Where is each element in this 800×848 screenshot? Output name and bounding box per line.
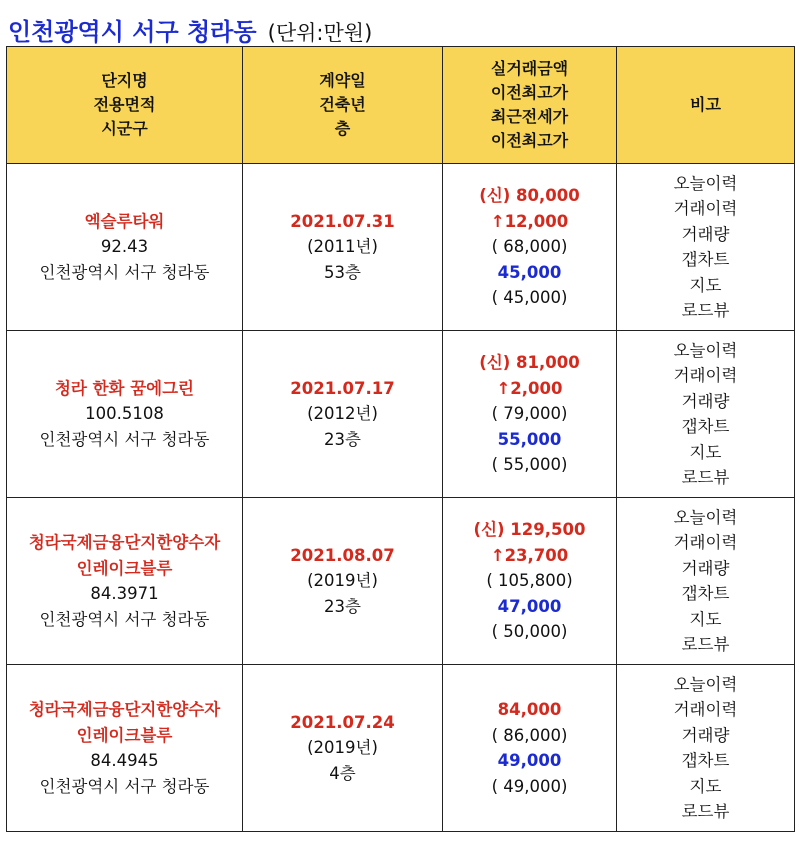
header-line: 계약일 [319,71,366,90]
exclusive-area: 92.43 [100,237,149,257]
contract-date: 2021.07.24 [290,712,395,732]
trade-volume-link[interactable]: 거래량 [681,558,730,578]
column-header-contract [243,47,443,164]
header-line: 이전최고가 [490,83,569,102]
notes-cell [617,164,795,331]
roadview-link[interactable]: 로드뷰 [681,802,730,821]
jeonse-price: 45,000 [497,262,562,282]
complex-name[interactable]: 엑슬루타워 [84,211,165,231]
price-change: ↑23,700 [490,545,569,565]
price-cell [443,498,617,665]
contract-cell [243,498,443,665]
today-history-link[interactable]: 오늘이력 [673,340,738,360]
jeonse-previous-high: ( 55,000) [491,455,568,475]
today-history-link[interactable]: 오늘이력 [673,674,738,694]
contract-cell [243,164,443,331]
built-year: (2012년) [307,404,378,424]
table-header-row [7,47,795,164]
table-row [7,331,795,498]
complex-cell [7,331,243,498]
trade-history-link[interactable]: 거래이력 [673,366,738,385]
notes-cell [617,665,795,832]
gap-chart-link[interactable]: 갭차트 [681,751,730,770]
header-line: 시군구 [101,119,148,138]
trade-history-link[interactable]: 거래이력 [673,533,738,552]
roadview-link[interactable]: 로드뷰 [681,635,730,654]
table-row [7,164,795,331]
header-line: 비고 [690,95,721,114]
built-year: (2019년) [307,738,378,758]
price-change: ↑2,000 [496,378,563,398]
exclusive-area: 100.5108 [85,404,164,424]
column-header-complex [7,47,243,164]
jeonse-price: 47,000 [497,596,562,616]
trade-price: (신) 80,000 [479,186,580,206]
complex-name[interactable]: 청라국제금융단지한양수자 [28,700,221,719]
contract-cell [243,331,443,498]
table-row [7,498,795,665]
complex-name[interactable]: 청라 한화 꿈에그린 [54,378,194,398]
trade-price: (신) 81,000 [479,353,580,373]
contract-date: 2021.08.07 [290,545,395,565]
trade-history-link[interactable]: 거래이력 [673,700,738,719]
roadview-link[interactable]: 로드뷰 [681,301,730,320]
complex-name-continued[interactable]: 인레이크블루 [76,725,173,745]
price-cell [443,164,617,331]
exclusive-area: 84.3971 [90,584,159,603]
complex-cell [7,665,243,832]
complex-cell [7,164,243,331]
header-line: 최근전세가 [490,107,569,126]
complex-name[interactable]: 청라국제금융단지한양수자 [28,533,221,552]
map-link[interactable]: 지도 [689,776,722,796]
price-change: ↑12,000 [490,211,569,231]
gap-chart-link[interactable]: 갭차트 [681,584,730,603]
map-link[interactable]: 지도 [689,442,722,462]
header-line: 전용면적 [93,95,156,114]
notes-cell [617,331,795,498]
transaction-table [6,46,795,832]
floor: 23층 [324,596,361,616]
jeonse-price: 49,000 [497,751,562,770]
page-title: 인천광역시 서구 청라동 [8,18,257,46]
previous-high-price: ( 68,000) [491,237,568,257]
today-history-link[interactable]: 오늘이력 [673,507,738,527]
trade-price: (신) 129,500 [473,520,586,540]
floor: 23층 [324,429,361,449]
complex-name-continued[interactable]: 인레이크블루 [76,558,173,578]
jeonse-previous-high: ( 45,000) [491,288,568,308]
trade-volume-link[interactable]: 거래량 [681,725,730,745]
previous-high-price: ( 79,000) [491,404,568,424]
today-history-link[interactable]: 오늘이력 [673,173,738,193]
map-link[interactable]: 지도 [689,275,722,295]
gap-chart-link[interactable]: 갭차트 [681,250,730,269]
jeonse-previous-high: ( 49,000) [491,776,568,796]
column-header-price [443,47,617,164]
price-cell [443,665,617,832]
contract-cell [243,665,443,832]
region: 인천광역시 서구 청라동 [39,429,210,449]
notes-cell [617,498,795,665]
header-line: 실거래금액 [490,59,569,78]
map-link[interactable]: 지도 [689,609,722,629]
page-header [8,12,372,47]
region: 인천광역시 서구 청라동 [39,609,210,629]
built-year: (2011년) [307,237,378,257]
region: 인천광역시 서구 청라동 [39,262,210,282]
contract-date: 2021.07.17 [290,378,395,398]
header-line: 건축년 [319,95,366,114]
region: 인천광역시 서구 청라동 [39,776,210,796]
jeonse-previous-high: ( 50,000) [491,622,568,642]
complex-cell [7,498,243,665]
header-line: 단지명 [101,71,148,90]
gap-chart-link[interactable]: 갭차트 [681,417,730,436]
previous-high-price: ( 86,000) [491,725,568,745]
column-header-notes [617,47,795,164]
header-line: 층 [334,119,351,138]
floor: 53층 [324,262,361,282]
price-cell [443,331,617,498]
exclusive-area: 84.4945 [90,751,159,770]
header-line: 이전최고가 [490,131,569,150]
trade-price: 84,000 [497,700,562,719]
previous-high-price: ( 105,800) [486,571,573,591]
unit-label: (단위:만원) [267,21,373,45]
table-row [7,665,795,832]
jeonse-price: 55,000 [497,429,562,449]
trade-history-link[interactable]: 거래이력 [673,199,738,218]
built-year: (2019년) [307,571,378,591]
floor: 4층 [329,763,356,783]
roadview-link[interactable]: 로드뷰 [681,468,730,487]
trade-volume-link[interactable]: 거래량 [681,224,730,244]
contract-date: 2021.07.31 [290,211,395,231]
trade-volume-link[interactable]: 거래량 [681,391,730,411]
